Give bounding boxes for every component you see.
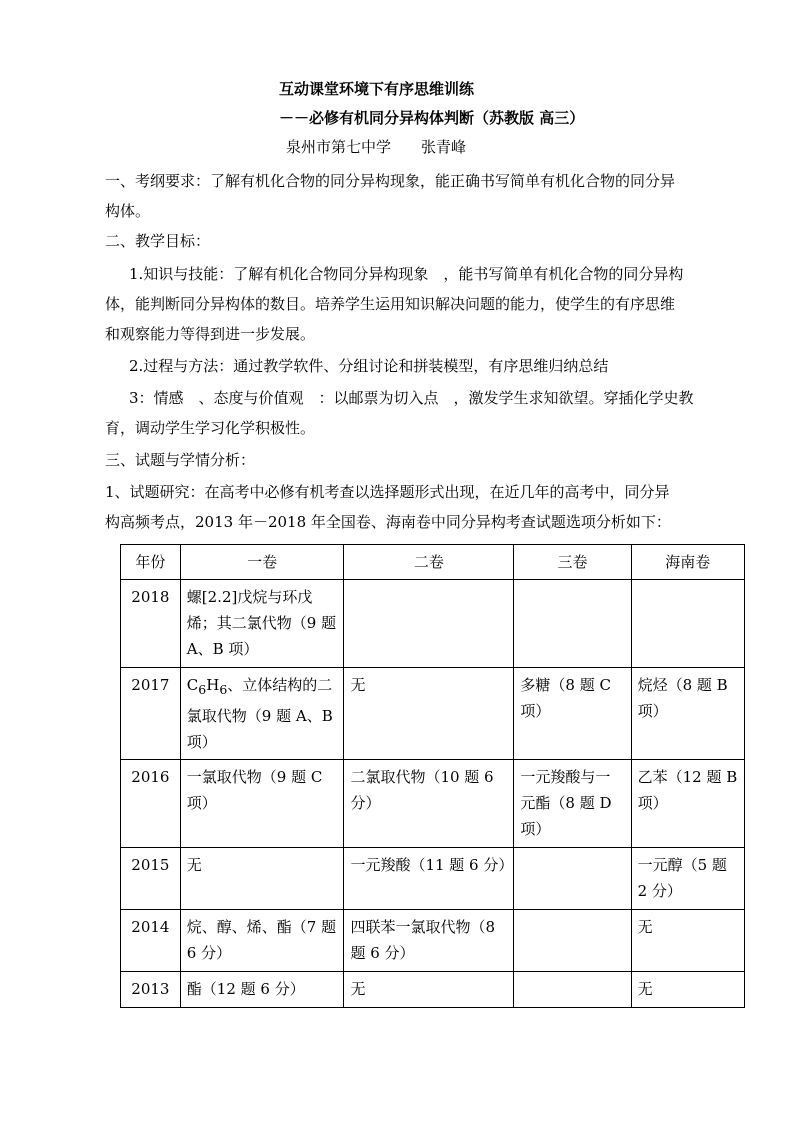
header-hainan: 海南卷: [631, 545, 744, 580]
paragraph-line: 和观察能力等得到进一步发展。: [105, 325, 316, 343]
cell-paper-1: [180, 668, 344, 760]
cell-paper-2: 二氯取代物（10 题 6 分）: [344, 760, 514, 848]
cell-year: 2015: [121, 848, 181, 910]
paragraph-line: 构高频考点，2013 年－2018 年全国卷、海南卷中同分异构考查试题选项分析如下：: [105, 513, 671, 531]
paragraph-line: 1、试题研究：在高考中必修有机考查以选择题形式出现，在近几年的高考中，同分异: [105, 483, 670, 501]
table-row: [121, 580, 745, 668]
table-row: [121, 910, 745, 972]
cell-paper-3: 多糖（8 题 C 项）: [514, 668, 631, 760]
cell-paper-3: [514, 848, 631, 910]
formula-c: C: [186, 676, 199, 694]
formula-h: H: [206, 676, 220, 694]
section-1-line: 构体。: [105, 202, 151, 220]
paragraph-line: 育，调动学生学习化学积极性。: [105, 419, 316, 437]
cell-hainan: 乙苯（12 题 B 项）: [631, 760, 744, 848]
paragraph-line: 2.过程与方法：通过教学软件、分组讨论和拼装模型，有序思维归纳总结: [129, 357, 609, 375]
cell-year: 2014: [121, 910, 181, 972]
table-row: [121, 760, 745, 848]
paragraph-line: 1.知识与技能：了解有机化合物同分异构现象 ，能书写简单有机化合物的同分异构: [129, 265, 684, 283]
formula-sub: 6: [219, 682, 228, 697]
cell-paper-2: 四联苯一氯取代物（8 题 6 分）: [344, 910, 514, 972]
section-2-heading: 二、教学目标：: [105, 232, 211, 250]
cell-year: 2013: [121, 972, 181, 1008]
author-line: 泉州市第七中学 张青峰: [286, 138, 467, 156]
cell-paper-2: [344, 580, 514, 668]
cell-hainan: 一元醇（5 题 2 分）: [631, 848, 744, 910]
cell-paper-1: 酯（12 题 6 分）: [180, 972, 344, 1008]
cell-paper-2: 无: [344, 972, 514, 1008]
header-paper-3: 三卷: [514, 545, 631, 580]
header-year: 年份: [121, 545, 181, 580]
section-3-heading: 三、试题与学情分析：: [105, 451, 256, 469]
cell-year: 2018: [121, 580, 181, 668]
cell-paper-2: 无: [344, 668, 514, 760]
document-subtitle: －－必修有机同分异构体判断（苏教版 高三）: [279, 109, 585, 127]
header-paper-1: 一卷: [180, 545, 344, 580]
cell-paper-2: 一元羧酸（11 题 6 分）: [344, 848, 514, 910]
paragraph-line: 体，能判断同分异构体的数目。培养学生运用知识解决问题的能力，使学生的有序思维: [105, 295, 676, 313]
cell-hainan: 无: [631, 910, 744, 972]
cell-hainan: 烷烃（8 题 B 项）: [631, 668, 744, 760]
table-header-row: [121, 545, 745, 580]
table-row: [121, 972, 745, 1008]
cell-year: 2016: [121, 760, 181, 848]
paragraph-line: 3：情感 、态度与价值观 ：以邮票为切入点 ，激发学生求知欲望。穿插化学史教: [129, 389, 694, 407]
cell-hainan: 无: [631, 972, 744, 1008]
cell-hainan: [631, 580, 744, 668]
cell-paper-3: [514, 580, 631, 668]
formula-sub: 6: [198, 682, 207, 697]
document-title: 互动课堂环境下有序思维训练: [279, 80, 475, 98]
cell-year: 2017: [121, 668, 181, 760]
section-1-line: 一、考纲要求：了解有机化合物的同分异构现象，能正确书写简单有机化合物的同分异: [105, 172, 676, 190]
header-paper-2: 二卷: [344, 545, 514, 580]
cell-paper-3: [514, 972, 631, 1008]
exam-analysis-table: [120, 544, 745, 1008]
cell-paper-1: 螺[2.2]戊烷与环戊烯；其二氯代物（9 题 A、B 项）: [180, 580, 344, 668]
cell-paper-1: 无: [180, 848, 344, 910]
cell-text: 、立体结构的二氯取代物（9 题 A、B 项）: [186, 676, 333, 751]
cell-paper-1: 烷、醇、烯、酯（7 题 6 分）: [180, 910, 344, 972]
cell-paper-3: [514, 910, 631, 972]
cell-paper-1: 一氯取代物（9 题 C 项）: [180, 760, 344, 848]
table-row: [121, 668, 745, 760]
cell-paper-3: 一元羧酸与一元酯（8 题 D 项）: [514, 760, 631, 848]
table-row: [121, 848, 745, 910]
